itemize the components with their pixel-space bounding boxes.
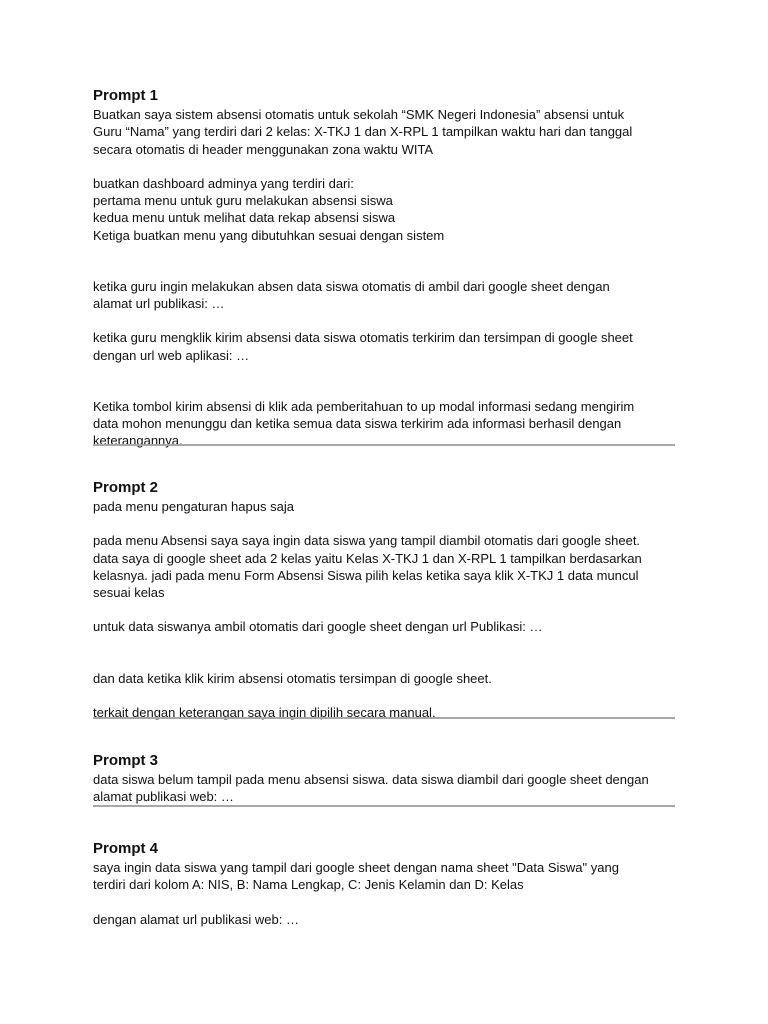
paragraph: pada menu Absensi saya saya ingin data siswa yang tampil diambil otomatis dari google sheet. data saya di google sheet ada 2 kelas yaitu Kelas X-TKJ 1 dan X-RPL 1 tampilkan berdasarkan kelasnya. jadi pada menu Form Absensi Siswa pilih kelas ketika saya klik X-TKJ 1 data muncul sesuai kelas xyxy=(93,533,642,600)
paragraph: Ketika tombol kirim absensi di klik ada pemberitahuan to up modal informasi sedang mengirim data mohon menunggu dan ketika semua data siswa terkirim ada informasi berhasil dengan keterangannya. xyxy=(93,398,635,449)
paragraph: Buatkan saya sistem absensi otomatis untuk sekolah “SMK Negeri Indonesia” absensi untuk Guru “Nama” yang terdiri dari 2 kelas: X-TKJ 1 dan X-RPL 1 tampilkan waktu hari dan tanggal secara otomatis di header menggunakan zona waktu WITA xyxy=(93,107,633,157)
section-divider xyxy=(93,805,675,807)
paragraph: dengan alamat url publikasi web: … xyxy=(93,911,299,927)
section-divider xyxy=(93,717,675,719)
prompt-title: Prompt 1 xyxy=(93,87,159,104)
paragraph: untuk data siswanya ambil otomatis dari google sheet dengan url Publikasi: … xyxy=(93,619,543,635)
paragraph: ketika guru ingin melakukan absen data siswa otomatis di ambil dari google sheet dengan alamat url publikasi: … xyxy=(93,278,610,311)
paragraph: dan data ketika klik kirim absensi otomatis tersimpan di google sheet. xyxy=(93,670,492,686)
prompt-section-2 xyxy=(93,479,675,721)
section-divider xyxy=(93,444,675,446)
prompt-title: Prompt 3 xyxy=(93,752,159,769)
prompt-section-3 xyxy=(93,752,675,806)
prompt-title: Prompt 2 xyxy=(93,479,159,496)
prompt-title: Prompt 4 xyxy=(93,840,159,857)
paragraph: ketika guru mengklik kirim absensi data siswa otomatis terkirim dan tersimpan di google sheet dengan url web aplikasi: … xyxy=(93,330,633,363)
paragraph: saya ingin data siswa yang tampil dari google sheet dengan nama sheet "Data Siswa" yang terdiri dari kolom A: NIS, B: Nama Lengkap, C: Jenis Kelamin dan D: Kelas xyxy=(93,860,619,893)
prompt-section-4 xyxy=(93,840,675,928)
paragraph: data siswa belum tampil pada menu absensi siswa. data siswa diambil dari google sheet dengan alamat publikasi web: … xyxy=(93,772,649,805)
paragraph: buatkan dashboard adminya yang terdiri dari: pertama menu untuk guru melakukan absensi siswa kedua menu untuk melihat data rekap absensi siswa Ketiga buatkan menu yang dibutuhkan sesuai dengan sistem xyxy=(93,175,445,243)
paragraph: terkait dengan keterangan saya ingin dipilih secara manual. xyxy=(93,704,436,720)
prompt-section-1 xyxy=(93,87,675,450)
paragraph: pada menu pengaturan hapus saja xyxy=(93,499,294,514)
